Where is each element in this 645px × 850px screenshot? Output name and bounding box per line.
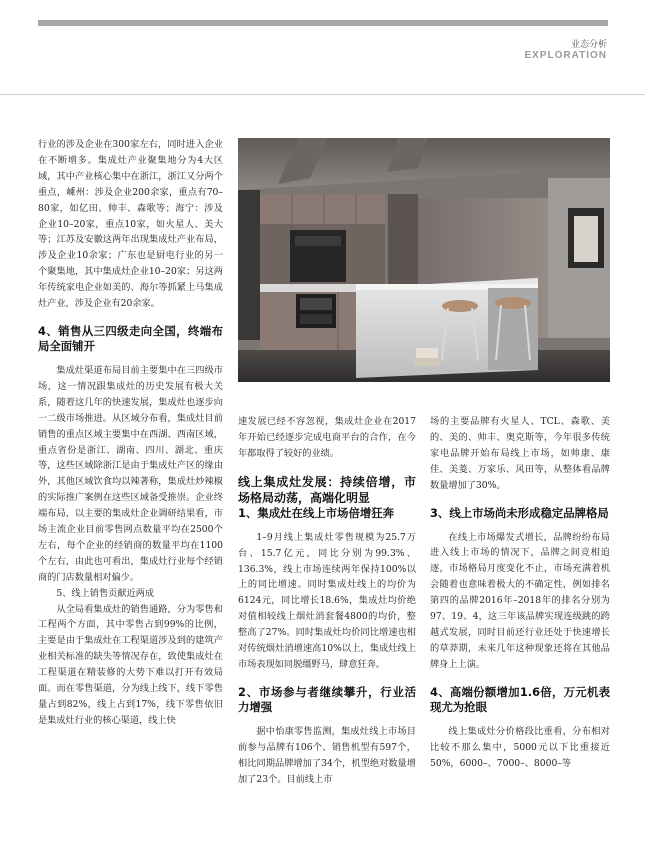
kitchen-photo bbox=[238, 138, 610, 382]
section-title-en: EXPLORATION bbox=[524, 50, 607, 61]
paragraph: 场的主要品牌有火星人、TCL、森歌、美的、美的、帅丰、奥克斯等，今年很多传统家电品牌开始布局线上市场，如帅康、康佳、美菱、万家乐、风田等，从整体看品牌数量增加了30%。 bbox=[430, 416, 610, 491]
top-bar bbox=[38, 20, 608, 26]
main-heading: 线上集成灶发展：持续倍增，市场格局动荡，高端化明显 bbox=[238, 474, 416, 505]
section-heading-3: 3、线上市场尚未形成稳定品牌格局 bbox=[430, 505, 609, 520]
paragraph: 1–9月线上集成灶零售规模为25.7万台、15.7亿元，同比分别为99.3%、136.3%，线上市场连续两年保持100%以上的同比增速。同时集成灶线上的均价为6124元，同比增长18.6%，集成灶均价绝对值相较线上烟灶消套餐4800的均价，整整高了27%。同时集成灶均价同比增速也相对传统烟灶消增速高10%以上，集成灶线上市场表现如同脱缰野马，肆意狂奔。 bbox=[238, 531, 416, 670]
paragraph: 线上集成灶分价格段比重看，分布相对比较不那么集中，5000元以下比重接近50%，6000–、7000–、8000–等 bbox=[430, 725, 610, 769]
section-heading-4b: 4、高端份额增加1.6倍，万元机表现尤为抢眼 bbox=[430, 684, 610, 714]
column-3 bbox=[430, 414, 610, 771]
subheading-5: 5、线上销售贡献近两成 bbox=[56, 587, 155, 599]
paragraph: 在线上市场爆发式增长，品牌纷纷布局进入线上市场的情况下，品牌之间竞相追逐，市场格局月度变化不止，市场充满着机会随着也意味着极大的不确定性，例如排名第四的品牌2016年–2018年的排名分别为97、19、4，这三年该品牌实现连级跳的跨越式发展，同时目前还行业还处于快速增长的草莽期，未来几年这种现象还将在其他品牌身上上演。 bbox=[430, 531, 610, 670]
paragraph: 行业的涉及企业在300家左右，同时进入企业在不断增多。集成灶产业聚集地分为4大区域，其中产业核心集中在浙江，浙江又分两个重点，嵊州：涉及企业200余家，重点有70–80家，如亿田、帅丰、森歌等；海宁：涉及企业10–20家，重点10家，如火星人、美大等；江苏及安徽这两年出现集成灶产业布局，涉及企业10余家；广东也是厨电行业的另一个聚集地，其中集成灶企业10–20家；另这两年传统家电企业如美的、海尔等抓紧上马集成灶产业，涉及企业有20余家。 bbox=[38, 139, 223, 310]
paragraph: 集成灶渠道布局目前主要集中在三四级市场，这一情况跟集成灶的历史发展有极大关系，随着这几年的快速发展，集成灶也逐步向一二级市场推进。从区域分布看，集成灶目前销售的重点区域主要集中在西湖、西南区域，重点省份是浙江、湖南、四川、湖北、重庆等，这些区域除浙江是由于集成灶产区的缘由外，其他区域饮食均以辣著称，集成灶炒辣椒的实际推广案例在这些区域备受推崇。企业终端布局，以主要的集成灶企业调研结果看，市场主流企业目前零售网点数量平均在2500个左右，每个企业的经销商的数量平均在1100个左右，由此也可看出，集成灶行业每个经销商的门店数量相对偏少。 bbox=[38, 364, 223, 583]
column-1 bbox=[38, 137, 223, 729]
header-divider bbox=[0, 94, 645, 95]
section-heading-2: 2、市场参与者继续攀升，行业活力增强 bbox=[238, 684, 416, 714]
section-title-cn: 业态分析 bbox=[570, 40, 607, 50]
paragraph: 速发展已经不容忽视，集成灶企业在2017年开始已经逐步完成电商平台的合作，在今年都取得了较好的业绩。 bbox=[238, 416, 416, 459]
section-heading-4: 4、销售从三四级走向全国，终端布局全面铺开 bbox=[38, 323, 223, 353]
column-2 bbox=[238, 414, 416, 788]
paragraph: 据中怡康零售监测，集成灶线上市场目前参与品牌有106个、销售机型有597个，相比同期品牌增加了34个，机型绝对数量增加了23个。目前线上市 bbox=[238, 725, 416, 785]
section-heading-1: 1、集成灶在线上市场倍增狂奔 bbox=[238, 505, 395, 520]
paragraph: 从全局看集成灶的销售通路，分为零售和工程两个方面，其中零售占到99%的比例，主要是由于集成灶在工程渠道涉及到的建筑产业相关标准的缺失等情况存在，致使集成灶在工程渠道在精装修的大势下难以打开有效局面。而在零售渠道，分为线上线下，线下零售量占到82%，线上占到17%，线下零售依旧是集成灶行业的核心渠道，线上快 bbox=[38, 603, 223, 726]
